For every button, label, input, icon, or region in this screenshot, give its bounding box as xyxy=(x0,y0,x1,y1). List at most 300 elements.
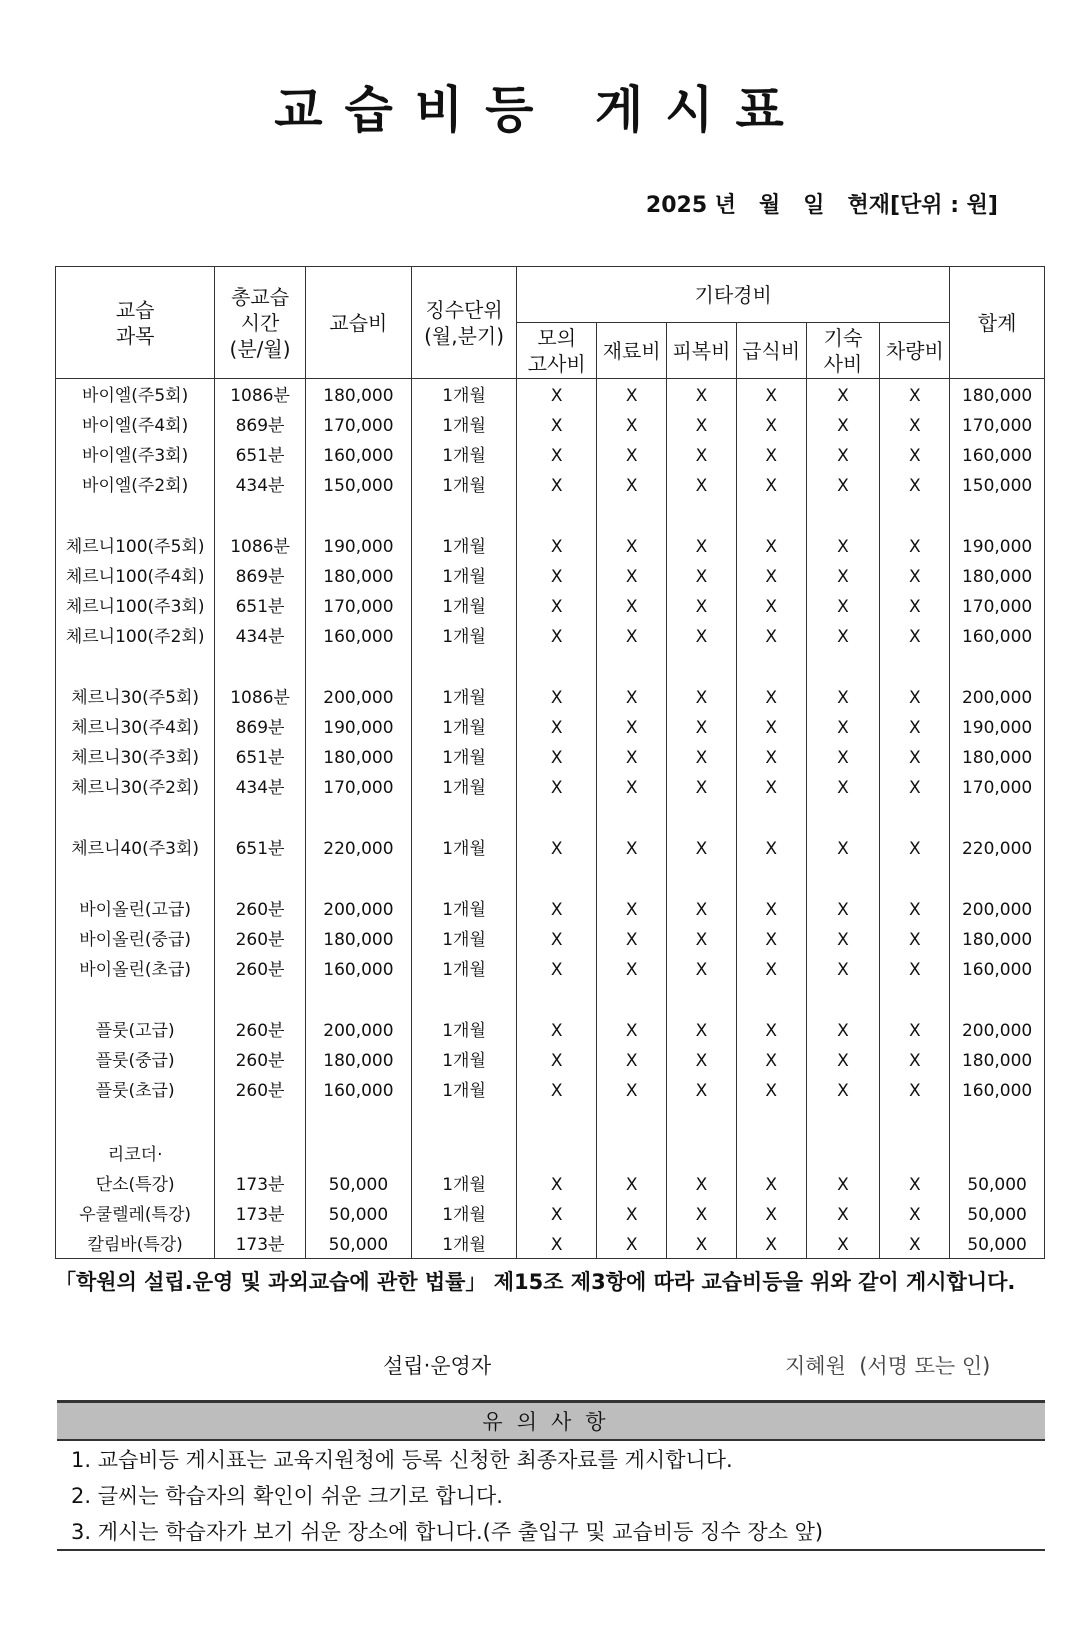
cell-material: X xyxy=(597,893,667,923)
cell-material: X xyxy=(597,1168,667,1198)
cell-total: 170,000 xyxy=(950,771,1045,801)
cell-vehicle: X xyxy=(880,832,950,862)
cell-total: 160,000 xyxy=(950,620,1045,650)
cell-subject: 플룻(초급) xyxy=(56,1074,215,1104)
table-row xyxy=(56,953,1045,983)
cell-material: X xyxy=(597,711,667,741)
cell-fee: 170,000 xyxy=(305,771,411,801)
empty-cell xyxy=(215,1135,306,1168)
cell-time: 173분 xyxy=(215,1228,306,1259)
cell-meal: X xyxy=(736,741,806,771)
table-row xyxy=(56,771,1045,801)
cell-uniform: X xyxy=(667,409,737,439)
cell-uniform: X xyxy=(667,741,737,771)
cell-unit: 1개월 xyxy=(412,681,517,711)
caution-item: 3. 게시는 학습자가 보기 쉬운 장소에 합니다.(주 출입구 및 교습비등 징수 장소 앞) xyxy=(57,1513,1045,1550)
cell-unit: 1개월 xyxy=(412,1014,517,1044)
cell-subject: 체르니30(주3회) xyxy=(56,741,215,771)
empty-cell xyxy=(517,1135,597,1168)
cell-time: 869분 xyxy=(215,711,306,741)
cell-unit: 1개월 xyxy=(412,560,517,590)
cell-vehicle: X xyxy=(880,469,950,499)
cell-fee: 180,000 xyxy=(305,379,411,410)
cell-dorm: X xyxy=(806,953,880,983)
cell-uniform: X xyxy=(667,893,737,923)
cell-total: 220,000 xyxy=(950,832,1045,862)
cell-subject: 우쿨렐레(특강) xyxy=(56,1198,215,1228)
table-row xyxy=(56,469,1045,499)
table-row xyxy=(56,379,1045,410)
cell-mock-exam: X xyxy=(517,1198,597,1228)
cell-uniform: X xyxy=(667,1228,737,1259)
cell-dorm: X xyxy=(806,1228,880,1259)
header-total-time: 총교습 시간 (분/월) xyxy=(215,267,306,379)
cell-total: 170,000 xyxy=(950,590,1045,620)
signer-name: 지혜원 (서명 또는 인) xyxy=(785,1354,991,1378)
cell-total: 180,000 xyxy=(950,1044,1045,1074)
cell-vehicle: X xyxy=(880,741,950,771)
cell-subject: 체르니30(주2회) xyxy=(56,771,215,801)
cell-fee: 160,000 xyxy=(305,953,411,983)
cell-dorm: X xyxy=(806,379,880,410)
cell-dorm: X xyxy=(806,469,880,499)
cell-time: 651분 xyxy=(215,590,306,620)
cell-subject: 바이올린(중급) xyxy=(56,923,215,953)
cell-dorm: X xyxy=(806,530,880,560)
header-other-expenses: 기타경비 xyxy=(517,267,950,323)
table-gap-row xyxy=(56,1104,1045,1135)
cell-total: 200,000 xyxy=(950,893,1045,923)
header-vehicle: 차량비 xyxy=(880,323,950,379)
cell-time: 1086분 xyxy=(215,530,306,560)
cell-dorm: X xyxy=(806,771,880,801)
cell-vehicle: X xyxy=(880,1168,950,1198)
cell-vehicle: X xyxy=(880,1228,950,1259)
caution-box xyxy=(57,1400,1045,1551)
cell-dorm: X xyxy=(806,590,880,620)
cell-vehicle: X xyxy=(880,923,950,953)
cell-mock-exam: X xyxy=(517,771,597,801)
table-row xyxy=(56,439,1045,469)
table-row xyxy=(56,1044,1045,1074)
cell-material: X xyxy=(597,771,667,801)
cell-fee: 200,000 xyxy=(305,1014,411,1044)
cell-unit: 1개월 xyxy=(412,469,517,499)
cell-mock-exam: X xyxy=(517,620,597,650)
cell-uniform: X xyxy=(667,1168,737,1198)
cell-material: X xyxy=(597,560,667,590)
cell-uniform: X xyxy=(667,560,737,590)
signer-label: 설립‧운영자 xyxy=(383,1354,492,1378)
table-row-prefix xyxy=(56,1135,1045,1168)
cell-meal: X xyxy=(736,620,806,650)
cell-unit: 1개월 xyxy=(412,379,517,410)
cell-mock-exam: X xyxy=(517,1168,597,1198)
cell-vehicle: X xyxy=(880,1198,950,1228)
header-mock-exam: 모의 고사비 xyxy=(517,323,597,379)
cell-subject: 바이엘(주4회) xyxy=(56,409,215,439)
empty-cell xyxy=(305,1135,411,1168)
cell-time: 651분 xyxy=(215,741,306,771)
cell-dorm: X xyxy=(806,893,880,923)
header-total: 합계 xyxy=(950,267,1045,379)
cell-time: 1086분 xyxy=(215,681,306,711)
cell-meal: X xyxy=(736,379,806,410)
cell-subject: 바이올린(초급) xyxy=(56,953,215,983)
cell-material: X xyxy=(597,590,667,620)
header-unit: 징수단위 (월,분기) xyxy=(412,267,517,379)
cell-time: 260분 xyxy=(215,893,306,923)
cell-meal: X xyxy=(736,1228,806,1259)
cell-vehicle: X xyxy=(880,681,950,711)
cell-vehicle: X xyxy=(880,1044,950,1074)
cell-fee: 50,000 xyxy=(305,1228,411,1259)
table-row xyxy=(56,923,1045,953)
cell-meal: X xyxy=(736,1044,806,1074)
cell-time: 434분 xyxy=(215,620,306,650)
cell-mock-exam: X xyxy=(517,530,597,560)
cell-meal: X xyxy=(736,409,806,439)
table-row xyxy=(56,681,1045,711)
cell-uniform: X xyxy=(667,771,737,801)
cell-mock-exam: X xyxy=(517,953,597,983)
cell-subject: 플룻(고급) xyxy=(56,1014,215,1044)
cell-fee: 50,000 xyxy=(305,1198,411,1228)
legal-notice: 「학원의 설립.운영 및 과외교습에 관한 법률」 제15조 제3항에 따라 교습비등을 위와 같이 게시합니다. xyxy=(55,1270,1016,1294)
cell-time: 173분 xyxy=(215,1168,306,1198)
cell-mock-exam: X xyxy=(517,1014,597,1044)
cell-mock-exam: X xyxy=(517,923,597,953)
cell-mock-exam: X xyxy=(517,590,597,620)
cell-meal: X xyxy=(736,530,806,560)
cell-meal: X xyxy=(736,1168,806,1198)
cell-fee: 190,000 xyxy=(305,711,411,741)
cell-unit: 1개월 xyxy=(412,711,517,741)
cell-mock-exam: X xyxy=(517,832,597,862)
cell-mock-exam: X xyxy=(517,409,597,439)
cell-uniform: X xyxy=(667,590,737,620)
cell-subject: 체르니100(주5회) xyxy=(56,530,215,560)
cell-total: 190,000 xyxy=(950,530,1045,560)
cell-time: 173분 xyxy=(215,1198,306,1228)
cell-meal: X xyxy=(736,681,806,711)
fee-table xyxy=(55,266,1045,1259)
date-unit-line: 2025 년 월 일 현재[단위 : 원] xyxy=(645,193,998,218)
table-row xyxy=(56,409,1045,439)
cell-mock-exam: X xyxy=(517,469,597,499)
cell-material: X xyxy=(597,439,667,469)
cell-unit: 1개월 xyxy=(412,1198,517,1228)
cell-material: X xyxy=(597,1044,667,1074)
cell-time: 869분 xyxy=(215,409,306,439)
cell-meal: X xyxy=(736,1074,806,1104)
cell-fee: 180,000 xyxy=(305,741,411,771)
cell-fee: 150,000 xyxy=(305,469,411,499)
cell-dorm: X xyxy=(806,1074,880,1104)
cell-total: 160,000 xyxy=(950,439,1045,469)
cell-vehicle: X xyxy=(880,1074,950,1104)
cell-total: 150,000 xyxy=(950,469,1045,499)
cell-vehicle: X xyxy=(880,379,950,410)
empty-cell xyxy=(880,1135,950,1168)
cell-dorm: X xyxy=(806,711,880,741)
cell-unit: 1개월 xyxy=(412,1074,517,1104)
cell-time: 869분 xyxy=(215,560,306,590)
cell-fee: 50,000 xyxy=(305,1168,411,1198)
cell-unit: 1개월 xyxy=(412,1228,517,1259)
table-row xyxy=(56,1168,1045,1198)
header-material: 재료비 xyxy=(597,323,667,379)
cell-unit: 1개월 xyxy=(412,409,517,439)
cell-total: 50,000 xyxy=(950,1198,1045,1228)
cell-material: X xyxy=(597,741,667,771)
cell-dorm: X xyxy=(806,1014,880,1044)
cell-time: 260분 xyxy=(215,1074,306,1104)
header-subject: 교습 과목 xyxy=(56,267,215,379)
cell-unit: 1개월 xyxy=(412,530,517,560)
cell-uniform: X xyxy=(667,439,737,469)
cell-unit: 1개월 xyxy=(412,771,517,801)
cell-fee: 200,000 xyxy=(305,681,411,711)
cell-fee: 220,000 xyxy=(305,832,411,862)
cell-total: 190,000 xyxy=(950,711,1045,741)
cell-dorm: X xyxy=(806,832,880,862)
cell-material: X xyxy=(597,1198,667,1228)
empty-cell xyxy=(667,1135,737,1168)
table-row xyxy=(56,1198,1045,1228)
cell-subject: 체르니40(주3회) xyxy=(56,832,215,862)
cell-meal: X xyxy=(736,1198,806,1228)
cell-vehicle: X xyxy=(880,590,950,620)
cell-meal: X xyxy=(736,560,806,590)
cell-uniform: X xyxy=(667,379,737,410)
cell-meal: X xyxy=(736,923,806,953)
cell-dorm: X xyxy=(806,1168,880,1198)
cell-time: 434분 xyxy=(215,469,306,499)
cell-subject: 체르니30(주4회) xyxy=(56,711,215,741)
table-gap-row xyxy=(56,650,1045,681)
table-row xyxy=(56,560,1045,590)
cell-vehicle: X xyxy=(880,620,950,650)
cell-dorm: X xyxy=(806,681,880,711)
cell-fee: 160,000 xyxy=(305,620,411,650)
cell-dorm: X xyxy=(806,741,880,771)
cell-fee: 190,000 xyxy=(305,530,411,560)
cell-fee: 180,000 xyxy=(305,560,411,590)
table-row xyxy=(56,741,1045,771)
cell-uniform: X xyxy=(667,469,737,499)
cell-vehicle: X xyxy=(880,530,950,560)
cell-dorm: X xyxy=(806,620,880,650)
cell-subject: 바이엘(주5회) xyxy=(56,379,215,410)
cell-mock-exam: X xyxy=(517,439,597,469)
cell-mock-exam: X xyxy=(517,681,597,711)
cell-uniform: X xyxy=(667,1074,737,1104)
cell-meal: X xyxy=(736,771,806,801)
cell-subject: 체르니100(주3회) xyxy=(56,590,215,620)
cell-uniform: X xyxy=(667,711,737,741)
cell-uniform: X xyxy=(667,1198,737,1228)
cell-dorm: X xyxy=(806,409,880,439)
cell-uniform: X xyxy=(667,620,737,650)
table-row xyxy=(56,711,1045,741)
fee-table-body xyxy=(56,379,1045,1259)
cell-material: X xyxy=(597,469,667,499)
cell-unit: 1개월 xyxy=(412,620,517,650)
cell-unit: 1개월 xyxy=(412,590,517,620)
cell-time: 651분 xyxy=(215,832,306,862)
cell-uniform: X xyxy=(667,923,737,953)
cell-material: X xyxy=(597,620,667,650)
table-row xyxy=(56,620,1045,650)
cell-fee: 170,000 xyxy=(305,590,411,620)
table-row xyxy=(56,1228,1045,1259)
cell-total: 200,000 xyxy=(950,681,1045,711)
cell-unit: 1개월 xyxy=(412,953,517,983)
empty-cell xyxy=(950,1135,1045,1168)
header-uniform: 피복비 xyxy=(667,323,737,379)
table-gap-row xyxy=(56,862,1045,893)
cell-unit: 1개월 xyxy=(412,439,517,469)
cell-unit: 1개월 xyxy=(412,893,517,923)
table-gap-row xyxy=(56,983,1045,1014)
cell-uniform: X xyxy=(667,681,737,711)
cell-total: 170,000 xyxy=(950,409,1045,439)
cell-total: 180,000 xyxy=(950,560,1045,590)
cell-fee: 200,000 xyxy=(305,893,411,923)
cell-vehicle: X xyxy=(880,439,950,469)
cell-subject: 체르니100(주4회) xyxy=(56,560,215,590)
table-gap-row xyxy=(56,801,1045,832)
cell-time: 260분 xyxy=(215,923,306,953)
cell-total: 50,000 xyxy=(950,1228,1045,1259)
cell-time: 434분 xyxy=(215,771,306,801)
empty-cell xyxy=(806,1135,880,1168)
cell-fee: 170,000 xyxy=(305,409,411,439)
cell-material: X xyxy=(597,530,667,560)
cell-material: X xyxy=(597,953,667,983)
cell-mock-exam: X xyxy=(517,711,597,741)
cell-material: X xyxy=(597,409,667,439)
cell-meal: X xyxy=(736,1014,806,1044)
cell-time: 260분 xyxy=(215,1014,306,1044)
cell-dorm: X xyxy=(806,923,880,953)
cell-unit: 1개월 xyxy=(412,1044,517,1074)
cell-fee: 180,000 xyxy=(305,923,411,953)
empty-cell xyxy=(736,1135,806,1168)
cell-subject: 체르니100(주2회) xyxy=(56,620,215,650)
cell-meal: X xyxy=(736,953,806,983)
cell-meal: X xyxy=(736,439,806,469)
cell-meal: X xyxy=(736,711,806,741)
caution-item: 2. 글씨는 학습자의 확인이 쉬운 크기로 합니다. xyxy=(71,1484,503,1508)
header-dorm: 기숙 사비 xyxy=(806,323,880,379)
cell-material: X xyxy=(597,1014,667,1044)
cell-dorm: X xyxy=(806,1044,880,1074)
cell-material: X xyxy=(597,923,667,953)
cell-mock-exam: X xyxy=(517,741,597,771)
cell-vehicle: X xyxy=(880,893,950,923)
cell-total: 180,000 xyxy=(950,379,1045,410)
cell-unit: 1개월 xyxy=(412,923,517,953)
cell-unit: 1개월 xyxy=(412,832,517,862)
cell-material: X xyxy=(597,1074,667,1104)
cell-subject: 바이엘(주2회) xyxy=(56,469,215,499)
cell-mock-exam: X xyxy=(517,1044,597,1074)
cell-vehicle: X xyxy=(880,711,950,741)
cell-vehicle: X xyxy=(880,560,950,590)
cell-unit: 1개월 xyxy=(412,1168,517,1198)
cell-material: X xyxy=(597,379,667,410)
cell-mock-exam: X xyxy=(517,893,597,923)
cell-time: 1086분 xyxy=(215,379,306,410)
page-title: 교습비등 게시표 xyxy=(274,81,806,139)
table-row xyxy=(56,590,1045,620)
cell-uniform: X xyxy=(667,1044,737,1074)
table-row xyxy=(56,893,1045,923)
cell-dorm: X xyxy=(806,560,880,590)
cell-material: X xyxy=(597,681,667,711)
cell-total: 160,000 xyxy=(950,1074,1045,1104)
cell-subject: 칼림바(특강) xyxy=(56,1228,215,1259)
cell-time: 260분 xyxy=(215,953,306,983)
cell-vehicle: X xyxy=(880,771,950,801)
cell-uniform: X xyxy=(667,953,737,983)
cell-material: X xyxy=(597,1228,667,1259)
cell-mock-exam: X xyxy=(517,379,597,410)
cell-subject: 바이올린(고급) xyxy=(56,893,215,923)
cell-time: 651분 xyxy=(215,439,306,469)
cell-meal: X xyxy=(736,832,806,862)
cell-unit: 1개월 xyxy=(412,741,517,771)
cell-vehicle: X xyxy=(880,409,950,439)
empty-cell xyxy=(412,1135,517,1168)
caution-title: 유의사항 xyxy=(57,1402,1045,1441)
cell-uniform: X xyxy=(667,832,737,862)
table-row xyxy=(56,1074,1045,1104)
cell-subject: 단소(특강) xyxy=(56,1168,215,1198)
cell-fee: 180,000 xyxy=(305,1044,411,1074)
table-row xyxy=(56,530,1045,560)
table-row xyxy=(56,1014,1045,1044)
table-gap-row xyxy=(56,499,1045,530)
cell-subject-prefix: 리코더· xyxy=(56,1135,215,1168)
cell-dorm: X xyxy=(806,439,880,469)
cell-material: X xyxy=(597,832,667,862)
empty-cell xyxy=(597,1135,667,1168)
cell-meal: X xyxy=(736,893,806,923)
cell-mock-exam: X xyxy=(517,1228,597,1259)
cell-mock-exam: X xyxy=(517,560,597,590)
table-row xyxy=(56,832,1045,862)
header-fee: 교습비 xyxy=(305,267,411,379)
cell-subject: 플룻(중급) xyxy=(56,1044,215,1074)
cell-meal: X xyxy=(736,469,806,499)
cell-meal: X xyxy=(736,590,806,620)
cell-total: 180,000 xyxy=(950,923,1045,953)
cell-subject: 체르니30(주5회) xyxy=(56,681,215,711)
cell-fee: 160,000 xyxy=(305,1074,411,1104)
cell-subject: 바이엘(주3회) xyxy=(56,439,215,469)
cell-total: 180,000 xyxy=(950,741,1045,771)
cell-time: 260분 xyxy=(215,1044,306,1074)
cell-total: 160,000 xyxy=(950,953,1045,983)
cell-total: 50,000 xyxy=(950,1168,1045,1198)
cell-dorm: X xyxy=(806,1198,880,1228)
caution-item: 1. 교습비등 게시표는 교육지원청에 등록 신청한 최종자료를 게시합니다. xyxy=(71,1448,733,1472)
cell-total: 200,000 xyxy=(950,1014,1045,1044)
header-meal: 급식비 xyxy=(736,323,806,379)
